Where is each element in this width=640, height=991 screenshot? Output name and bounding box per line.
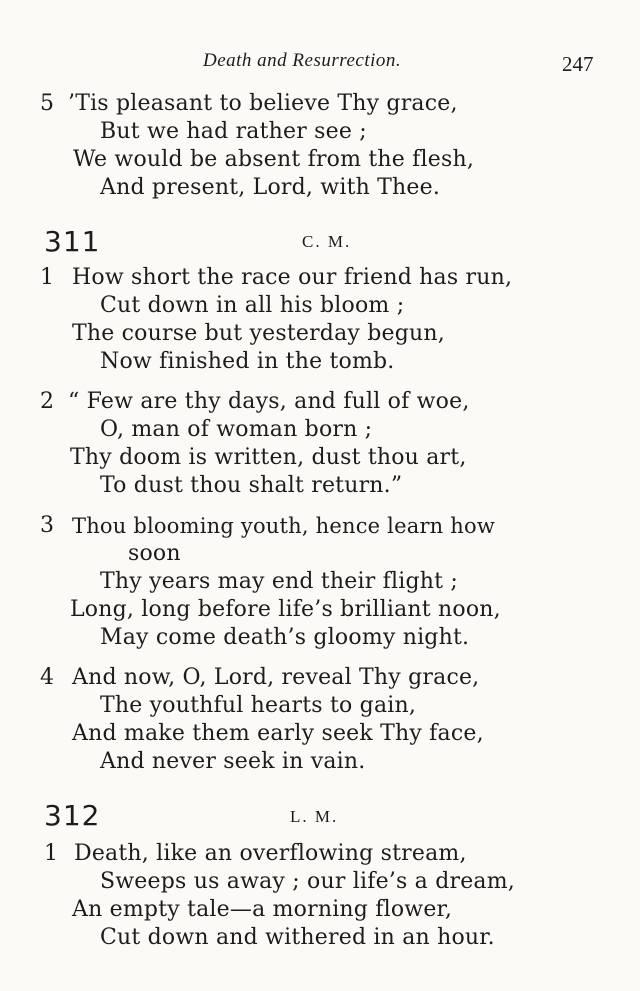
verse-line: “ Few are thy days, and full of woe,: [68, 389, 470, 414]
verse-line: Death, like an overflowing stream,: [74, 841, 467, 866]
verse-line: Sweeps us away ; our life’s a dream,: [100, 869, 515, 894]
verse-line: Thou blooming youth, hence learn how: [72, 514, 496, 538]
verse-line: The youthful hearts to gain,: [100, 693, 417, 718]
verse-line: To dust thou shalt return.”: [100, 473, 403, 498]
verse-line: Long, long before life’s brilliant noon,: [70, 597, 501, 622]
verse-line: Thy doom is written, dust thou art,: [70, 445, 467, 470]
verse-line: ’Tis pleasant to believe Thy grace,: [68, 91, 458, 116]
verse-line: soon: [128, 541, 181, 566]
verse-line: Cut down in all his bloom ;: [100, 293, 405, 318]
hymn-meter: C. M.: [302, 232, 352, 251]
verse-number: 3: [40, 513, 54, 538]
hymn-number: 311: [44, 225, 101, 258]
verse-line: And make them early seek Thy face,: [72, 721, 484, 746]
running-title: Death and Resurrection.: [203, 50, 402, 71]
hymn-number: 312: [44, 799, 101, 832]
verse-line: The course but yesterday begun,: [72, 321, 445, 346]
verse-line: And never seek in vain.: [100, 749, 366, 774]
verse-line: We would be absent from the flesh,: [73, 147, 475, 172]
verse-number: 4: [40, 665, 54, 690]
verse-number: 1: [44, 841, 58, 866]
page-number: 247: [562, 52, 594, 76]
verse-line: O, man of woman born ;: [100, 417, 373, 442]
verse-line: But we had rather see ;: [100, 119, 367, 144]
verse-number: 1: [40, 265, 54, 290]
hymn-meter: L. M.: [290, 807, 339, 826]
verse-line: And now, O, Lord, reveal Thy grace,: [72, 665, 480, 690]
running-head: [0, 50, 640, 74]
verse-line: May come death’s gloomy night.: [100, 625, 470, 650]
verse-line: And present, Lord, with Thee.: [100, 175, 441, 200]
verse-line: How short the race our friend has run,: [72, 265, 513, 290]
verse-line: An empty tale—a morning flower,: [72, 897, 453, 922]
verse-number: 2: [40, 389, 54, 414]
verse-line: Thy years may end their flight ;: [100, 569, 458, 594]
verse-line: Cut down and withered in an hour.: [100, 925, 495, 950]
verse-number: 5: [40, 91, 54, 116]
verse-line: Now finished in the tomb.: [100, 349, 395, 374]
